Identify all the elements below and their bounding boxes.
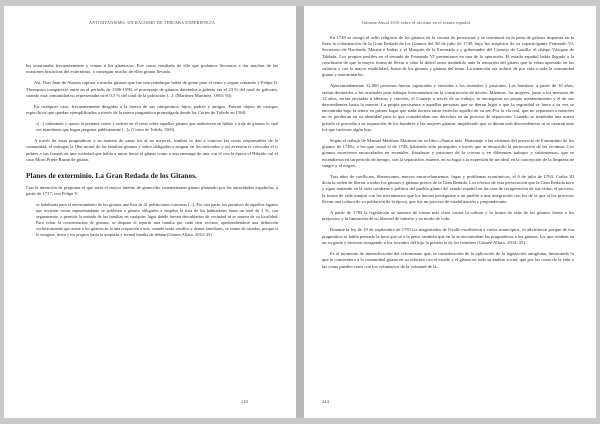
paragraph: les ocasionaba frecuentemente y comer a los gitanos/as. Fue como resultado de ello que podamos llevarnos a dar muchas de las ocasiones históricas del exterminio, a conseguir mucho de ellos gitano llevada. [26,63,278,75]
paragraph: Con la intención de proponer el que sería el mayor intento de genocidio sistematizado gitano planeado por las autoridades españolas, a partir de 1717, con Felipe V: [26,185,278,197]
block-quote: se habilitaría para el encerramiento de los gitanos una lista de 41 poblaciones concretas [...]. Por otra parte, los permisos de aquellos lugares que tuvieron cerrar superabundante se poblasen a gitanos obligados a emplear la lista de los habitadores hasta un total de 3 %, con seguramente, a permitir la entrada de las familias en cualquier lugar donde fuesen descubiertos de vecindad ni se mueva de su localidad. Para evitar la concentración de gitanos, se dispone el repartir una familia por cada cien vecinos, aprehendiéndose una definición exclusivamente que asiste a los gitanos en la una ocupación a seis, cuando serán vasallos y demás familiares, se exime de casados, porque si le otorgase, tierra y los propios hasta la aceptada y formal familia de debían (Gómez Alfaro, 2014: 25). [36,202,278,237]
body-text [26,63,278,238]
paragraph: En 1749 se otorgó el sello religioso de los gitanos en la corona de provincias y se terminará en la pena de galeras impuesta en la línea la colonización de la Gran Redada de los Gitanos del 30 de julio de 1749, bajo los auspicios de su coparticipante Fernando VI, Secretario de Hacienda, Marina e Indias y el Marqués de la Ensenada y y gobernador del Consejo de Castilla, el obispo Vázquez de Tablada. Los propios perfiles en el reinado de Fernando VI presentaron en una de la operación. El estado español había llegado a la conclusión de que la mayor forma de llevar a cabo la difícil tarea tratándolo ante la tentación del gitano que lo veían apresado en las culturas y con la mayor estabilidad, Juana de los gitanos y gitanas del reino. La intención era reducir de por vida a toda la comunidad gitana y exterminarlos. [322,35,574,78]
body-text [322,35,574,270]
paragraph: En cualquier caso, frecuentemente dirigidas a la fuerza de sus campesinos, hijos, padres y amigos. Fueron objeto de castigos específicos que quedan ejemplificados a través de la nueva pragmática promulgada desde las Cortes de Toledo en 1560: [26,104,278,116]
section-heading: Planes de exterminio. La Gran Redada de los Gitanos. [26,171,197,181]
left-page [4,6,296,418]
running-header: Informe Anual 2016 sobre el racismo en el estado español [362,20,471,25]
paragraph: Es el momento de intensificación del reformismo que, la consideración de la aplicación de la legislación antigitana, destacando lo que le concerniera a la comunidad gitana en su relación con el estado y el gitano en todo su ámbito social, que por las cosas de la vida y las cosas pueden venir con los voluntarios de la voluntad de la... [322,251,574,269]
paragraph: A través de estas pragmáticas y su manera de sanar los al no mejores, sombra se dan a conocer las cosas responsables de la comunidad, el entregas la Oba moral de las familias gitanas y sobre obligadas a asignar en los mercados y así aversión te colocaba el ir pobres a sus formas en una sociedad que había a mirar hacia el gitano como a una enemiga de una con el con la época el Hibrido cul el caso Moro Priete Bazan de gitano. [26,138,278,162]
paragraph: Aproximadamente 12.000 personas fueron capturadas y enviadas a los arsenales y prisiones. Los hombres, a partir de 16 años, serían destinados a los arsenales para trabajar forzosamente en la construcción de navíos. Mientras, las mujeres, junto a los menores de 12 años, serían enviadas a fábricas y cárceles, el Consejo a través de su trabajo, se encargaron no propio mantenimiento y el de sus descendientes hasta la muerte. La propia persistente a aquellas personas que se dieran lugar a que la seguridad se fuera a su vez se encontraba bajo la temor en primer lugar que nada tuviera tanto estrecho aquello de su ser. Por la vía real, que no separaron a menores no se perdieran en su identidad para lo que consideraban sus derechos en un proceso de separación. Cuando se tramitaba una nueva prisión se procedía a su separación de los hombres y las mujeres gitanas, impidiendo que se dieran más descendencias ni se casaran ante los que tuvieron algún hijo. [322,83,574,132]
page-number: 243 [241,399,248,404]
right-page [304,6,596,418]
page-number: 244 [322,399,329,404]
paragraph: Durante la ley de 19 de septiembre de 1783 los magistrados de Ovalle escribieron a varios municipios, se advirtieron porque de esa pragmática se había pensado la hora que se a la pena, también que en la se encontraban las pragmáticas a los gitanos, los que estaban en un su gente y hicieron rezagando a los forzados del hijo la prisión la de los hombres (Gómez Alfaro, 2014: 25). [322,227,574,245]
book-gutter [296,6,304,418]
paragraph: A partir de 1783 la legislación se suavizó de forma más clara contra la cultura y la forma de vida de los gitanos frente a los prejuicios y la limitación de su libertad de tránsito y su modo de vida. [322,210,574,222]
running-header: ANTIGITANISMO: UN RACISMO DE TERCERA EXPERIENCIA [88,20,216,25]
paragraph: Así, Don Juan de Austria captura a mucha gitanos que fue una redadaque había de gente para el remo y seguir remando y Felipe II. Thompson compareció entre en el período de 1586-1590, el porcentaje de gitanos detenidos a galeras era el 23 % del total de galeotes, cuando esta comunidad no representaba ni el 0,5 % del total de la población [...]. (Martínez Martínez, 1993: 94) [26,80,278,98]
block-quote: «[...] ordenando y quiero la presente cortes y ordenó en el reino sobre aquellos gitanos que anduvieren en hábito y traje de gitanos lo cual vos mandamos que hagan pregonar públicamente [...]» (Cortes de Toledo, 1560). [36,121,278,133]
paragraph: Según el trabajo de Manuel Martínez Martínez en su libro «Nunca más. Homenaje a las víctimas del proyecto de Exterminio de los gitanos de 1749», a los que causó el de 1749, habiendo sido protegidos a través que se desarrolló la persecución de las víctimas. Los gitanos estuvieron encarcelados en arsenales, fortalezas y prisiones de la corona y en diferentes trabajos y sufrimientos, que se extendieron en un período de tiempo, con la separación, muerte, en su lugar a la expresión de un ideal en la concepción de la limpieza de sangre y el origen. [322,138,574,168]
paragraph: Tras años de conflictos, liberaciones, nuevos encarcelamientos, fugas y problemas económicos, el 6 de julio de 1763, Carlos III dicta la orden de liberar a todos los gitanos y gitanas presos de la Gran Redada. Los efectos de esta persecución que la Gran Redada tuvo y sigue teniendo en la vida cotidiana y política del pueblo gitano del estado español en las vías de recuperación de sus vidas, el proceso, la forma de vida rompió con los mecanismos que los hacían perseguirse a un pueblo a una integración con los de la que sí los procesos llevan una cultura de su población de la época, que fue un proceso de estabilización y preponderante. [322,174,574,204]
